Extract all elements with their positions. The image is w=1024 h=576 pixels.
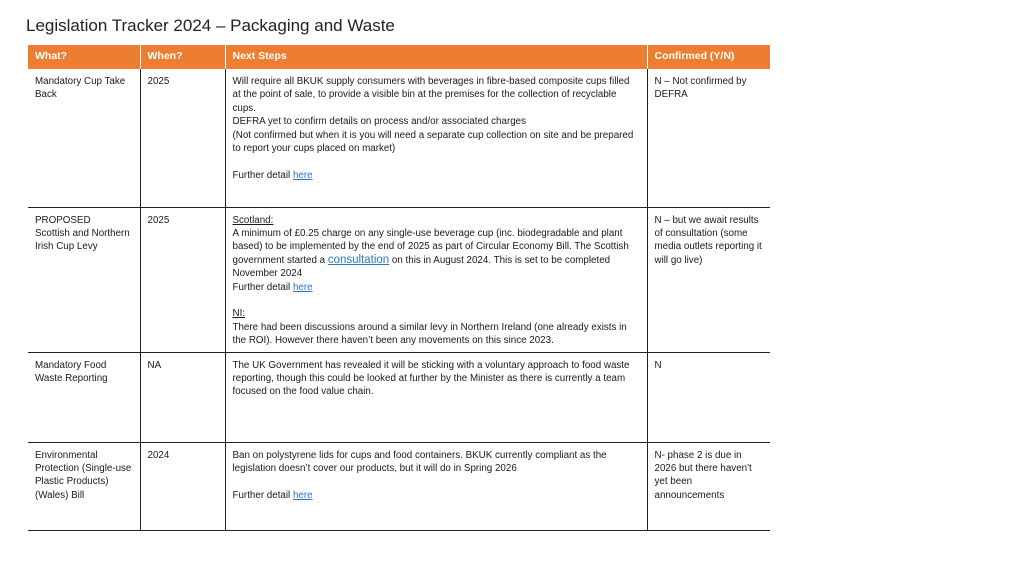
cell-when: 2024 <box>140 442 225 530</box>
further-detail-label: Further detail <box>232 489 293 501</box>
column-header-next-steps: Next Steps <box>225 45 647 69</box>
step-text: on this in August 2024. This is set to be completed November 2024 <box>232 254 611 280</box>
step-text: (Not confirmed but when it is you will need a separate cup collection on site and be prepared to report your cups placed on market) <box>232 129 634 155</box>
cell-what <box>28 207 140 352</box>
step-text: DEFRA yet to confirm details on process and/or associated charges <box>232 116 527 128</box>
cell-next-steps <box>225 442 647 530</box>
cell-what: Environmental Protection (Single-use Plastic Products) (Wales) Bill <box>28 442 140 530</box>
table-header-row <box>28 45 770 69</box>
cell-when: 2025 <box>140 207 225 352</box>
step-text: The UK Government has revealed it will be sticking with a voluntary approach to food waste reporting, though this could be looked at further by the Minister as there is currently a team focused on the food value chain. <box>232 359 630 398</box>
further-detail-label: Further detail <box>232 281 293 293</box>
table-row <box>28 352 770 442</box>
step-text: A minimum of £0.25 charge on any single-use beverage cup (inc. biodegradable and plant based) to be implemented by the end of 2025 as part of Circular Economy Bill. The Scottish government started a <box>232 227 629 266</box>
cell-what: Mandatory Cup Take Back <box>28 69 140 207</box>
cell-confirmed: N – Not confirmed by DEFRA <box>647 69 770 207</box>
column-header-confirmed: Confirmed (Y/N) <box>647 45 770 69</box>
legislation-table <box>28 45 770 531</box>
further-detail-link[interactable]: here <box>292 169 313 181</box>
consultation-link[interactable]: consultation <box>327 253 390 266</box>
proposed-label: PROPOSED <box>35 214 91 226</box>
cell-confirmed: N – but we await results of consultation (some media outlets reporting it will go live) <box>647 207 770 352</box>
ni-heading: NI: <box>232 308 246 320</box>
further-detail-link[interactable]: here <box>292 489 313 501</box>
cell-next-steps <box>225 69 647 207</box>
table-row <box>28 69 770 207</box>
page-title: Legislation Tracker 2024 – Packaging and Waste <box>26 16 395 35</box>
step-text: Ban on polystyrene lids for cups and food containers. BKUK currently compliant as the legislation doesn’t cover our products, but it will do in Spring 2026 <box>232 449 607 474</box>
scotland-heading: Scotland: <box>232 214 274 226</box>
what-text: Scottish and Northern Irish Cup Levy <box>35 227 130 253</box>
column-header-when: When? <box>140 45 225 69</box>
table-row <box>28 442 770 530</box>
cell-next-steps <box>225 207 647 352</box>
cell-what: Mandatory Food Waste Reporting <box>28 352 140 442</box>
further-detail-label: Further detail <box>232 169 293 181</box>
step-text: Will require all BKUK supply consumers with beverages in fibre-based composite cups filled at the point of sale, to provide a visible bin at the premises for the collection of recyclable cups. <box>232 76 630 114</box>
cell-confirmed: N- phase 2 is due in 2026 but there haven't yet been announcements <box>647 442 770 530</box>
further-detail-link[interactable]: here <box>292 281 313 293</box>
cell-confirmed: N <box>647 352 770 442</box>
cell-next-steps <box>225 352 647 442</box>
column-header-what: What? <box>28 45 140 69</box>
cell-when: NA <box>140 352 225 442</box>
cell-when: 2025 <box>140 69 225 207</box>
step-text: There had been discussions around a similar levy in Northern Ireland (one already exists in the ROI). However there haven’t been any movements on this since 2023. <box>232 321 627 347</box>
table-row <box>28 207 770 352</box>
